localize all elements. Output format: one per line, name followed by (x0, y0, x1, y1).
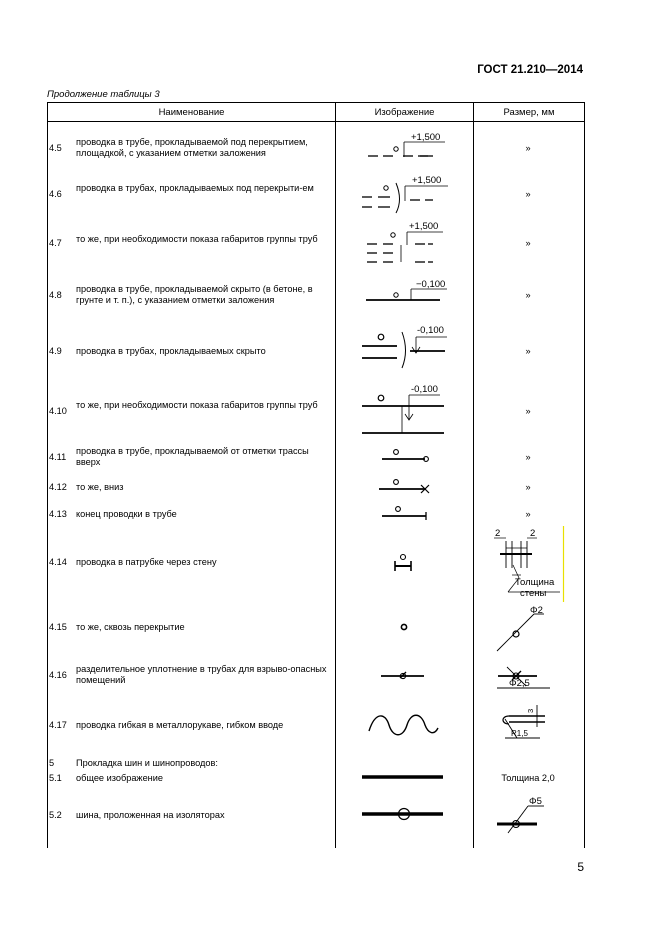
row-size: » (525, 346, 531, 356)
table-caption: Продолжение таблицы 3 (47, 89, 160, 100)
elevation-label: +1,500 (412, 175, 442, 186)
row-number: 5.2 (49, 810, 62, 820)
row-number: 4.14 (49, 557, 67, 567)
row-number: 4.15 (49, 622, 67, 632)
dim-label: 2 (530, 528, 536, 539)
symbol-4-10 (362, 384, 444, 433)
column-header-name: Наименование (158, 106, 225, 118)
symbol-4-15 (401, 624, 406, 629)
dimension-figure-5-2 (497, 796, 544, 833)
dim-label: 2 (495, 528, 501, 539)
row-number: 4.5 (49, 143, 62, 153)
symbol-4-11 (382, 450, 428, 462)
row-number: 4.11 (49, 452, 67, 462)
row-name: проводка в трубах, прокладываемых под перекрыти-ем (76, 183, 314, 193)
row-size: » (525, 406, 531, 416)
row-name: Прокладка шин и шинопроводов: (76, 758, 218, 768)
row-number: 4.13 (49, 509, 67, 519)
column-header-image: Изображение (374, 106, 435, 118)
row-number: 5 (49, 758, 55, 768)
standard-designation: ГОСТ 21.210—2014 (477, 64, 583, 76)
dim-label: R1,5 (511, 729, 528, 738)
dim-label: 3 (526, 708, 535, 713)
row-size: » (525, 238, 531, 248)
row-name: проводка в трубе, прокладываемой от отметки трассы вверх (76, 446, 309, 467)
row-name: проводка гибкая в металлорукаве, гибком вводе (76, 720, 284, 730)
row-number: 4.10 (49, 406, 67, 416)
row-name: разделительное уплотнение в трубах для взрыво-опасных помещений (76, 664, 327, 685)
dim-label: Φ2 (530, 605, 543, 616)
row-size: » (525, 452, 531, 462)
row-name: шина, проложенная на изоляторах (76, 810, 225, 820)
column-header-size: Размер, мм (503, 106, 555, 118)
row-name: проводка в трубах, прокладываемых скрыто (76, 346, 266, 356)
row-size: » (525, 482, 531, 492)
page-number: 5 (577, 860, 584, 874)
dim-label: Толщина (515, 577, 555, 588)
symbol-4-7 (367, 221, 443, 262)
row-name: проводка в трубе, прокладываемой под перекрытием, площадкой, с указанием отметки заложения (76, 137, 308, 158)
dim-label: Φ5 (529, 796, 542, 807)
row-name: то же, сквозь перекрытие (76, 622, 185, 632)
row-name: то же, при необходимости показа габаритов группы труб (76, 234, 318, 244)
row-number: 4.8 (49, 290, 62, 300)
dimension-figure-4-17 (503, 705, 545, 738)
symbol-4-6 (362, 175, 448, 213)
row-number: 4.12 (49, 482, 67, 492)
elevation-label: -0,100 (411, 384, 438, 395)
dimension-figure-4-16 (497, 667, 550, 689)
row-number: 4.9 (49, 346, 62, 356)
dimension-figure-4-15 (497, 605, 544, 651)
row-number: 4.6 (49, 189, 62, 199)
symbol-4-17 (369, 715, 438, 735)
symbol-4-16 (381, 672, 424, 679)
row-number: 4.7 (49, 238, 62, 248)
dim-label: стены (520, 588, 547, 599)
row-size: » (525, 189, 531, 199)
row-name: проводка в трубе, прокладываемой скрыто (в бетоне, в грунте и т. п.), с указанием отметки заложения (76, 284, 313, 305)
row-size: » (525, 290, 531, 300)
symbol-5-2 (362, 809, 443, 820)
elevation-label: -0,100 (417, 325, 444, 336)
row-size: Толщина 2,0 (501, 773, 555, 783)
dimension-figure-4-14 (494, 528, 560, 599)
symbol-4-13 (382, 507, 426, 520)
row-number: 5.1 (49, 773, 62, 783)
row-name: общее изображение (76, 773, 164, 783)
row-name: конец проводки в трубе (76, 509, 177, 519)
elevation-label: −0,100 (416, 279, 446, 290)
symbol-4-8 (366, 279, 447, 300)
symbol-4-5 (368, 132, 445, 157)
symbol-4-14 (395, 555, 411, 572)
elevation-label: +1,500 (409, 221, 439, 232)
symbol-4-9 (362, 325, 447, 368)
row-name: то же, вниз (76, 482, 124, 492)
row-size: » (525, 509, 531, 519)
elevation-label: +1,500 (411, 132, 441, 143)
row-name: проводка в патрубке через стену (76, 557, 217, 567)
row-name: то же, при необходимости показа габаритов группы труб (76, 400, 318, 410)
symbol-4-12 (379, 480, 429, 493)
row-size: » (525, 143, 531, 153)
row-number: 4.16 (49, 670, 67, 680)
dim-label: Φ2,5 (509, 678, 530, 689)
row-number: 4.17 (49, 720, 67, 730)
